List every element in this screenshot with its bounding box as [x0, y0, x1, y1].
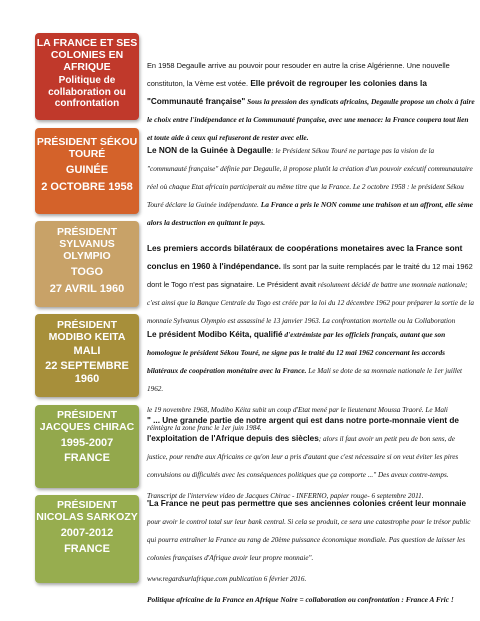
paragraph-italic-2: Transcript de l'interview video de Jacques Chirac - INFERNO, papier rouge- 6 septembre 2011.	[147, 492, 424, 500]
paragraph-italic: ; alors il faut avoir un petit peu de bon sens, de justice, pour rendre aux Africains ce qu'on leur a pris d'autant que c'est nécessaire si on veut éviter les pires convulsions ou difficultés avec les conséquences politiques que ça comporte ..." Des aveux contre-temps.	[147, 435, 459, 479]
paragraph-regular: Ils sont par la suite remplacés par le traité du 12 mai 1962 dont le Togo n'est pas signataire. Le Président avait	[147, 262, 473, 289]
paragraph-bold: 'La France ne peut pas permettre que ses anciennes colonies créent leur monnaie	[147, 499, 467, 508]
label-title: LA FRANCE ET SES COLONIES EN AFRIQUE	[36, 37, 138, 73]
label-sekou-toure	[35, 128, 139, 214]
paragraph-italic: Sous la pression des syndicats africains, Degaulle propose un choix à faire le choix entre l'indépendance et la Communauté française, avec une menace: la France coupera tout lien et toute aide à ceux qui refuseront de rester avec elle.	[147, 97, 475, 142]
paragraph-bold: Les premiers accords bilatéraux de coopérations monetaires avec la France sont conclus en 1960 à l'indépendance.	[147, 244, 463, 271]
source-citation: www.regardsurlafrique.com publication 6 février 2016.	[147, 575, 307, 583]
label-date: 27 AVRIL 1960	[49, 283, 125, 295]
paragraph-italic: Le Mali se dote de sa monnaie nationale le 1er juillet 1962.	[147, 367, 463, 393]
paragraph-bold: Elle prévoit de regrouper les colonies dans la "Communauté française"	[147, 79, 427, 106]
label-france-colonies	[35, 33, 139, 120]
label-date: FRANCE	[64, 543, 110, 555]
label-place: 1995-2007	[60, 437, 114, 449]
paragraph-italic: : le Président Sékou Touré ne partage pas la vision de la "communauté française" définie par Degaulle, il propose plutôt la création d'un pouvoir exécutif communautaire réel où chaque Etat africain participerait au même titre que la France. Le 2 octobre 1958 : le président Sékou Touré déclare la Guinée indépendante.	[147, 147, 473, 209]
paragraph-bold: Le président Modibo Kéita, qualifié	[147, 330, 283, 339]
label-date: 2 OCTOBRE 1958	[41, 181, 133, 193]
label-title: PRÉSIDENT JACQUES CHIRAC	[39, 409, 135, 433]
label-subtitle: Politique de collaboration ou confrontation	[48, 75, 126, 109]
label-place: MALI	[73, 345, 101, 357]
label-title: PRÉSIDENT SYLVANUS OLYMPIO	[56, 226, 118, 262]
paragraph-bold-italic: d'extrémiste par les officiels français, autant que son homologue le président Sékou Touré, ne signe pas le traité du 12 mai 1962 concernant les accords bilatéraux de coopération monétaire avec la France.	[147, 330, 446, 375]
label-place: GUINÉE	[65, 164, 109, 176]
label-place: TOGO	[70, 266, 104, 278]
label-title: PRÉSIDENT NICOLAS SARKOZY	[36, 499, 138, 523]
label-nicolas-sarkozy	[35, 495, 139, 583]
text-block-1	[147, 55, 475, 142]
paragraph-italic: pour avoir le control total sur leur bank central. Si cela se produit, ce sera une catastrophe pour le trésor public qui pourra entraîner la France au rang de 20ème puissance économique mondiale. Pas question de laisser les colonies françaises d'Afrique avoir leur propre monnaie".	[147, 518, 471, 562]
paragraph-bold: Le NON de la Guinée à Degaulle	[147, 146, 272, 155]
label-jacques-chirac	[35, 405, 139, 488]
label-title: PRÉSIDENT MODIBO KEITA	[48, 319, 126, 343]
text-block-2	[147, 140, 475, 227]
text-block-5	[147, 410, 475, 500]
paragraph-bold: " ... Une grande partie de notre argent qui est dans notre porte-monnaie vient de l'exploitation de l'Afrique depuis des siècles	[147, 416, 459, 443]
label-date: FRANCE	[64, 452, 110, 464]
text-block-6	[147, 493, 475, 603]
paragraph-bold-italic: La France a pris le NON comme une trahison et un affront, elle sème alors la destruction en quittant le pays.	[147, 200, 473, 227]
paragraph-italic: résolument décidé de battre une monnaie nationale; c'est ainsi que la Banque Centrale du Togo est créée par la loi du 12 décembre 1962 pour préparer la sortie de la monnaie Sylvanus Olympio est assassiné le 13 janvier 1963. La confrontation mortelle ou la Collaboration	[147, 281, 474, 325]
label-title: PRÉSIDENT SÉKOU TOURÉ	[36, 136, 138, 160]
label-modibo-keita	[35, 314, 139, 397]
conclusion-text: Politique africaine de la France en Afrique Noire = collaboration ou confrontation : France A Fric !	[147, 595, 454, 604]
paragraph-regular: En 1958 Degaulle arrive au pouvoir pour resouder en autre la crise Algérienne. Une nouvelle constituton, la Vème est votée.	[147, 61, 450, 88]
label-date: 22 SEPTEMBRE 1960	[45, 360, 129, 385]
label-sylvanus-olympio	[35, 221, 139, 307]
text-block-3	[147, 238, 475, 325]
label-place: 2007-2012	[60, 527, 114, 539]
paragraph-italic-2: le 19 novembre 1968, Modibo Kéita subit un coup d'Etat mené par le lieutenant Moussa Traoré. Le Mali réintègre la zone franc le 1er juin 1984.	[147, 406, 448, 432]
